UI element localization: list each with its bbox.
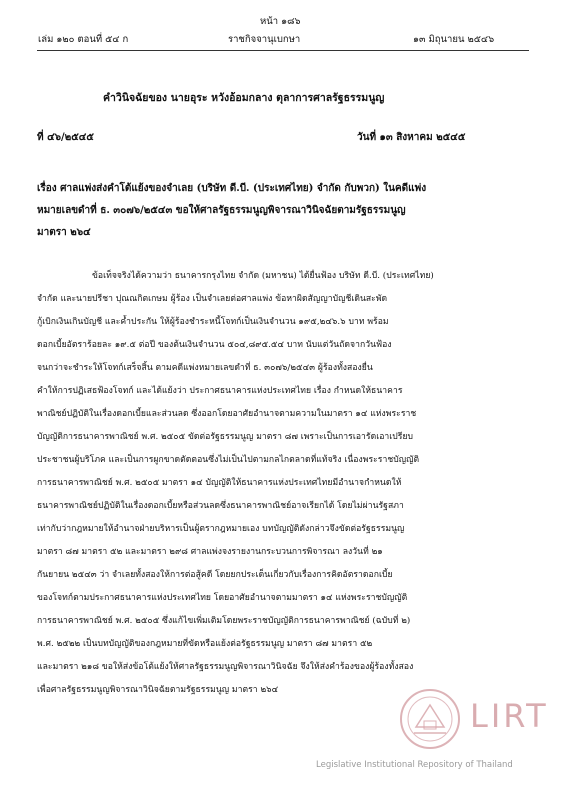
body-line: และมาตรา ๒๑๘ ขอให้ส่งข้อโต้แย้งให้ศาลรัฐธรรมนูญพิจารณาวินิจฉัย จึงให้ส่งคำร้องของผู้ร้องทั้งสอง [37, 662, 414, 672]
body-line: พาณิชย์ปฏิบัติในเรื่องดอกเบี้ยและส่วนลด ซึ่งออกโดยอาศัยอำนาจตามความในมาตรา ๑๔ แห่งพระราช [37, 409, 417, 419]
publication-date: ๑๓ มิถุนายน ๒๕๔๖ [413, 34, 495, 45]
gazette-name: ราชกิจจานุเบกษา [228, 34, 301, 45]
body-line: พ.ศ. ๒๕๒๒ เป็นบทบัญญัติของกฎหมายที่ขัดหรือแย้งต่อรัฐธรรมนูญ มาตรา ๘๗ มาตรา ๕๒ [37, 639, 373, 649]
subject-line: มาตรา ๒๖๔ [37, 227, 91, 238]
body-line: ประชาชนผู้บริโภค และเป็นการผูกขาดตัดตอนซึ่งไม่เป็นไปตามกลไกตลาดที่แท้จริง เนื่องพระราชบัญญัติ [37, 455, 420, 465]
case-number: ที่ ๔๖/๒๕๔๕ [37, 132, 94, 143]
body-line: ข้อเท็จจริงได้ความว่า ธนาคารกรุงไทย จำกัด (มหาชน) ได้ยื่นฟ้อง บริษัท ดี.บี. (ประเทศไทย) [92, 271, 434, 281]
subject-line: เรื่อง ศาลแพ่งส่งคำโต้แย้งของจำเลย (บริษัท ดี.บี. (ประเทศไทย) จำกัด กับพวก) ในคดีแพ่ง [37, 183, 427, 194]
volume-issue: เล่ม ๑๒๐ ตอนที่ ๕๔ ก [38, 34, 129, 45]
body-line: ธนาคารพาณิชย์ปฏิบัติในเรื่องดอกเบี้ยหรือส่วนลดซึ่งธนาคารพาณิชย์อาจเรียกได้ โดยไม่ผ่านรัฐสภา [37, 501, 404, 511]
header-divider [37, 50, 529, 51]
body-line: บัญญัติการธนาคารพาณิชย์ พ.ศ. ๒๕๐๕ ขัดต่อรัฐธรรมนูญ มาตรา ๘๗ เพราะเป็นการเอารัดเอาเปรียบ [37, 432, 414, 442]
body-line: เท่ากับว่ากฎหมายให้อำนาจฝ่ายบริหารเป็นผู้ตรากฎหมายเอง บทบัญญัติดังกล่าวจึงขัดต่อรัฐธรรมนูญ [37, 524, 405, 534]
parliament-seal-icon [398, 687, 462, 751]
body-line: มาตรา ๘๗ มาตรา ๕๒ และมาตรา ๒๙๘ ศาลแพ่งจงรายงานกระบวนการพิจารณา ลงวันที่ ๒๑ [37, 547, 383, 557]
body-line: เพื่อศาลรัฐธรรมนูญพิจารณาวินิจฉัยตามรัฐธรรมนูญ มาตรา ๒๖๔ [37, 685, 279, 695]
body-line: กันยายน ๒๕๔๓ ว่า จำเลยทั้งสองให้การต่อสู้คดี โดยยกประเด็นเกี่ยวกับเรื่องการคิดอัตราดอกเบี้ย [37, 570, 393, 580]
body-line: การธนาคารพาณิชย์ พ.ศ. ๒๕๐๕ มาตรา ๑๔ บัญญัติให้ธนาคารแห่งประเทศไทยมีอำนาจกำหนดให้ [37, 478, 402, 488]
document-heading: คำวินิจฉัยของ นายอุระ หวังอ้อมกลาง ตุลาการศาลรัฐธรรมนูญ [103, 92, 385, 104]
watermark-brand: LIRT [470, 697, 549, 735]
body-line: การธนาคารพาณิชย์ พ.ศ. ๒๕๐๕ ซึ่งแก้ไขเพิ่มเติมโดยพระราชบัญญัติการธนาคารพาณิชย์ (ฉบับที่ ๒) [37, 616, 411, 626]
decision-date: วันที่ ๑๓ สิงหาคม ๒๕๔๕ [357, 132, 466, 143]
watermark-tagline: Legislative Institutional Repository of Thailand [316, 760, 513, 770]
body-line: กู้เบิกเงินเกินบัญชี และค้ำประกัน ให้ผู้ร้องชำระหนี้โจทก์เป็นเงินจำนวน ๑๙๕,๒๔๖.๖ บาท พร้อม [37, 317, 389, 327]
body-line: จนกว่าจะชำระให้โจทก์เสร็จสิ้น ตามคดีแพ่งหมายเลขดำที่ ธ. ๓๐๗๖/๒๕๔๓ ผู้ร้องทั้งสองยื่น [37, 363, 373, 373]
subject-line: หมายเลขดำที่ ธ. ๓๐๗๖/๒๕๔๓ ขอให้ศาลรัฐธรรมนูญพิจารณาวินิจฉัยตามรัฐธรรมนูญ [37, 205, 406, 216]
body-line: คำให้การปฏิเสธฟ้องโจทก์ และได้แย้งว่า ประกาศธนาคารแห่งประเทศไทย เรื่อง กำหนดให้ธนาคาร [37, 386, 403, 396]
page-number: หน้า ๑๘๖ [260, 16, 301, 27]
body-line: ดอกเบี้ยอัตราร้อยละ ๑๙.๕ ต่อปี ของต้นเงินจำนวน ๕๐๔,๘๙๕.๕๔ บาท นับแต่วันถัดจากวันฟ้อง [37, 340, 392, 350]
body-line: จำกัด และนายปรีชา ปุณณกิตเกษม ผู้ร้อง เป็นจำเลยต่อศาลแพ่ง ข้อหาผิดสัญญาบัญชีเดินสะพัด [37, 294, 388, 304]
body-line: ของโจทก์ตามประกาศธนาคารแห่งประเทศไทย โดยอาศัยอำนาจตามมาตรา ๑๔ แห่งพระราชบัญญัติ [37, 593, 408, 603]
